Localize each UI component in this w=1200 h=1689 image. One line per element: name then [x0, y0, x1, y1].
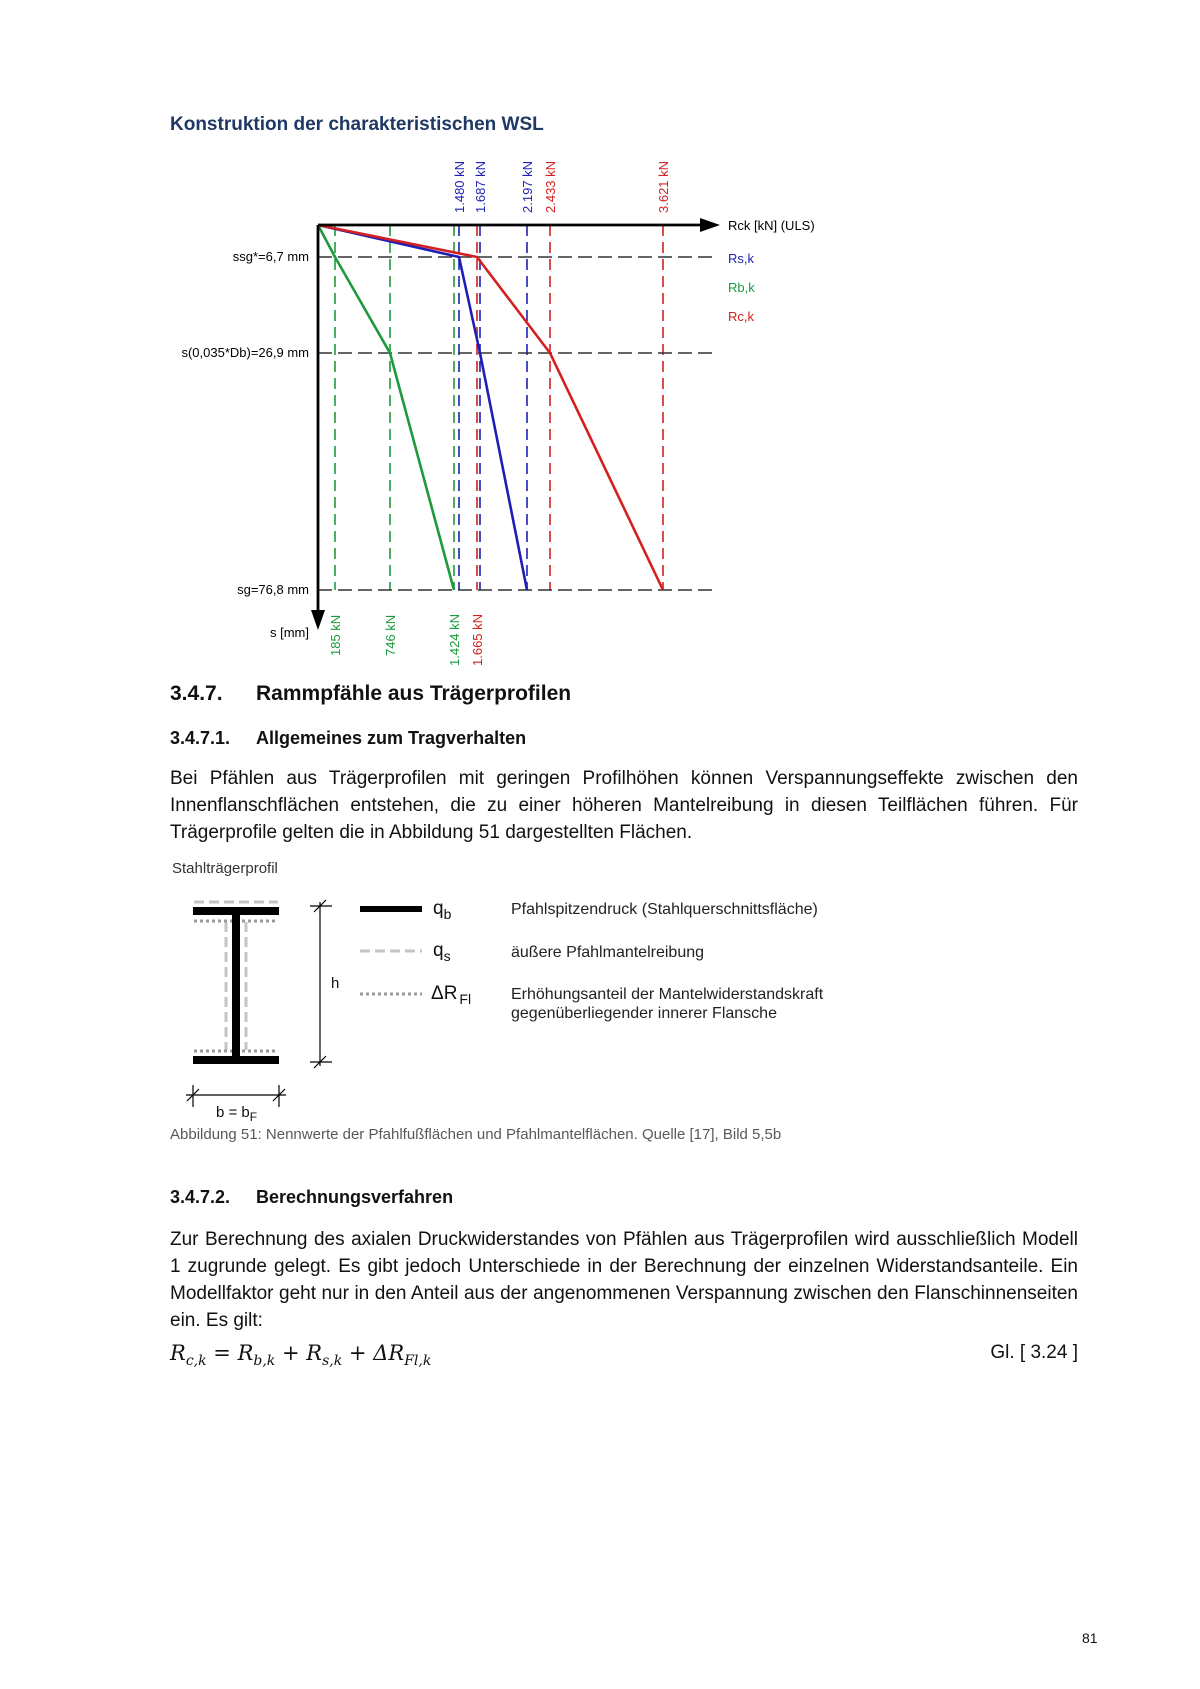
b-label: $b = b_F$ [216, 1104, 258, 1124]
heading-text: Berechnungsverfahren [256, 1187, 454, 1207]
legend-qb-text: Pfahlspitzendruck (Stahlquerschnittsfläche) [511, 901, 818, 918]
formula-lhs: R [170, 1341, 186, 1365]
heading-number: 3.4.7.1. [170, 728, 231, 748]
legend-rs: Rs,k [728, 251, 754, 266]
legend-qb-symbol: $q_b$ [433, 898, 452, 922]
legend-drfl-text2: gegenüberliegender innerer Flansche [511, 1005, 777, 1022]
heading-3-4-7 [170, 682, 571, 706]
legend-drfl-symbol: ΔR $_{Fl}$ [431, 983, 472, 1007]
y-label-ssg: ssg*=6,7 mm [232, 249, 309, 264]
formula-lhs-sub: c,k [185, 1353, 207, 1370]
page-number: 81 [1082, 1630, 1098, 1646]
top-label-2197: 2.197 kN [520, 160, 535, 213]
legend-rc: Rc,k [728, 309, 754, 324]
wsl-chart [0, 0, 1200, 680]
h-dimension [310, 900, 332, 1068]
section-title: Konstruktion der charakteristischen WSL [170, 114, 544, 135]
top-label-1687: 1.687 kN [473, 160, 488, 213]
legend-drfl-text: Erhöhungsanteil der Mantelwiderstandskraft [511, 986, 824, 1003]
legend-qb-line [360, 906, 422, 912]
i-beam-profile [193, 907, 279, 1064]
bottom-label-746: 746 kN [383, 614, 398, 656]
top-label-1480: 1.480 kN [452, 160, 467, 213]
heading-text: Allgemeines zum Tragverhalten [256, 728, 527, 748]
top-label-3621: 3.621 kN [656, 160, 671, 213]
x-axis-label: Rck [kN] (ULS) [728, 218, 815, 233]
heading-3-4-7-1 [170, 728, 526, 749]
bottom-label-1424: 1.424 kN [447, 613, 462, 666]
formula-plus-2: + [348, 1341, 367, 1365]
figure-51 [0, 850, 1200, 1125]
bottom-label-1665: 1.665 kN [470, 613, 485, 666]
x-axis-arrow [700, 218, 720, 232]
figure-caption: Abbildung 51: Nennwerte der Pfahlfußflächen und Pfahlmantelflächen. Quelle [17], Bild 5,5b [170, 1126, 782, 1143]
formula-term-1-sub: b,k [253, 1353, 276, 1370]
equation-number: Gl. [ 3.24 ] [990, 1342, 1078, 1363]
formula-plus-1: + [281, 1341, 300, 1365]
formula-term-3-sub: Fl,k [404, 1353, 432, 1370]
heading-number: 3.4.7.2. [170, 1187, 231, 1207]
formula-term-1: R [237, 1341, 254, 1365]
formula-equals: = [213, 1341, 231, 1365]
formula-term-3: ΔR [373, 1341, 405, 1365]
figure-title: Stahlträgerprofil [172, 860, 278, 877]
formula-term-2: R [306, 1341, 323, 1365]
legend-qs-text: äußere Pfahlmantelreibung [511, 944, 705, 961]
y-axis-arrow [311, 610, 325, 630]
formula-term-2-sub: s,k [322, 1353, 343, 1370]
legend-rb: Rb,k [728, 280, 755, 295]
legend-qs-symbol: $q_s$ [433, 940, 451, 964]
heading-number: 3.4.7. [170, 682, 223, 705]
top-label-2433: 2.433 kN [543, 160, 558, 213]
heading-text: Rammpfähle aus Trägerprofilen [256, 682, 572, 705]
bottom-label-185: 185 kN [328, 614, 343, 656]
y-label-s035: s(0,035*Db)=26,9 mm [181, 345, 309, 360]
y-label-sg: sg=76,8 mm [237, 582, 309, 597]
formula-3-24 [170, 1341, 431, 1369]
h-label: h [331, 975, 340, 992]
paragraph-2: Zur Berechnung des axialen Druckwiderstandes von Pfählen aus Trägerprofilen wird ausschließlich Modell 1 zugrunde gelegt. Es gibt jedoch Unterschiede in der Berechnung der einzelnen Widerstandsanteile. Ein Modellfaktor geht nur in den Anteil aus der angenommenen Verspannung zwischen den Flanschinnenseiten ein. Es gilt: [170, 1229, 1078, 1331]
paragraph-1: Bei Pfählen aus Trägerprofilen mit geringen Profilhöhen können Verspannungseffekte zwischen den Innenflanschflächen entstehen, die zu einer höheren Mantelreibung in diesen Teilflächen führen. Für Trägerprofile gelten die in Abbildung 51 dargestellten Flächen. [170, 768, 1078, 843]
y-axis-label: s [mm] [270, 625, 309, 640]
heading-3-4-7-2 [170, 1187, 453, 1208]
curve-rb [318, 225, 454, 590]
